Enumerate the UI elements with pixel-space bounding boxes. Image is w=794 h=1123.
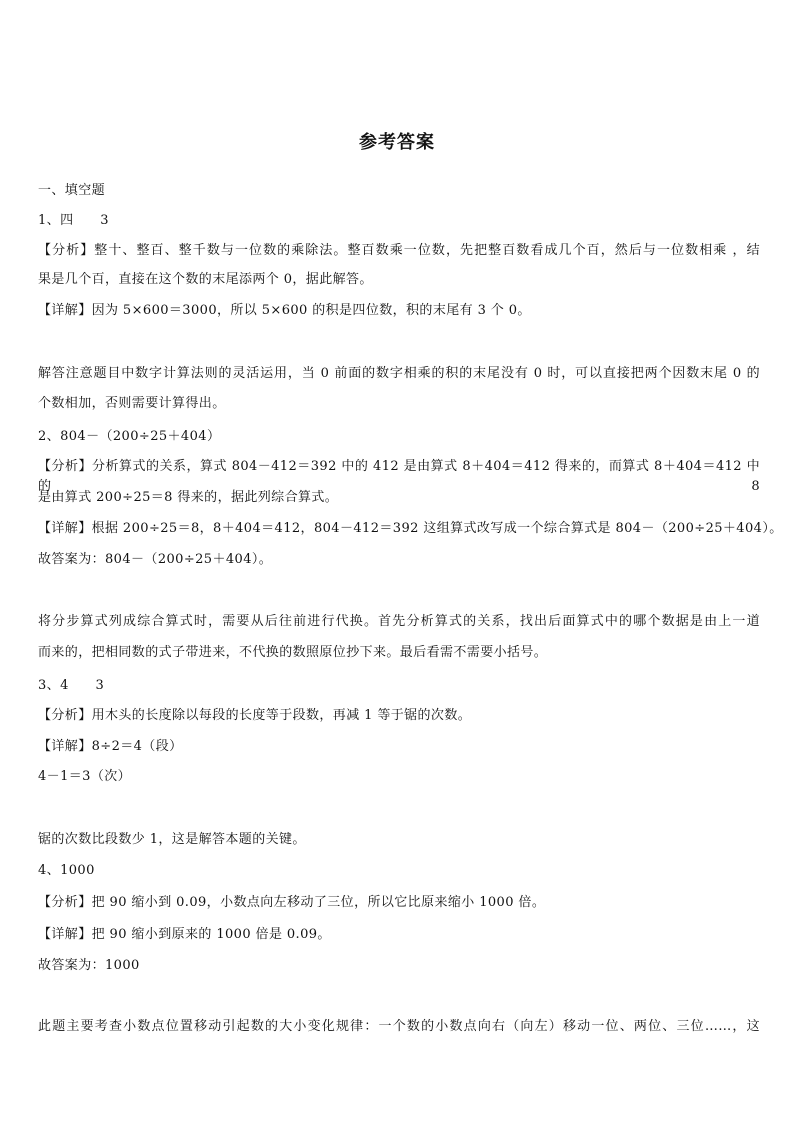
answer-2-analysis-line-1: 【分析】分析算式的关系，算式 804－412＝392 中的 412 是由算式 8＋404＝412 得来的，而算式 8＋404＝412 中的 8 — [38, 459, 760, 494]
answer-1-detail: 【详解】因为 5×600＝3000，所以 5×600 的积是四位数，积的末尾有 3 个 0。 — [38, 303, 531, 318]
answer-3-detail: 【详解】8÷2＝4（段） — [38, 739, 183, 754]
answer-1-note-line-1: 解答注意题目中数字计算法则的灵活运用，当 0 前面的数字相乘的积的末尾没有 0 时，可以直接把两个因数末尾 0 的 — [38, 366, 760, 381]
answer-4-heading: 4、1000 — [38, 863, 95, 878]
answer-3-heading: 3、4 3 — [38, 678, 105, 693]
answer-3-note: 锯的次数比段数少 1，这是解答本题的关键。 — [38, 832, 306, 847]
answer-1-analysis-line-1: 【分析】整十、整百、整千数与一位数的乘除法。整百数乘一位数，先把整百数看成几个百，然后与一位数相乘 ，结 — [38, 243, 760, 258]
answer-4-analysis: 【分析】把 90 缩小到 0.09，小数点向左移动了三位，所以它比原来缩小 1000 倍。 — [38, 895, 546, 910]
answer-2-analysis-line-2: 是由算式 200÷25＝8 得来的，据此列综合算式。 — [38, 490, 339, 505]
answer-3-detail-line-2: 4－1＝3（次） — [38, 769, 132, 784]
answer-4-note-line-1: 此题主要考查小数点位置移动引起数的大小变化规律：一个数的小数点向右（向左）移动一位、两位、三位……，这 — [38, 1019, 760, 1034]
answer-2-note-line-2: 而来的，把相同数的式子带进来，不代换的数照原位抄下来。最后看需不需要小括号。 — [38, 645, 548, 660]
answer-1-heading: 1、四 3 — [38, 213, 109, 228]
answer-1-analysis-line-2: 果是几个百，直接在这个数的末尾添两个 0，据此解答。 — [38, 272, 373, 287]
answer-2-note-line-1: 将分步算式列成综合算式时，需要从后往前进行代换。首先分析算式的关系，找出后面算式中的哪个数据是由上一道 — [38, 614, 760, 629]
page-title: 参考答案 — [359, 132, 435, 153]
answer-2-detail: 【详解】根据 200÷25＝8，8＋404＝412，804－412＝392 这组算式改写成一个综合算式是 804－（200÷25＋404）。 — [38, 521, 783, 536]
answer-3-analysis: 【分析】用木头的长度除以每段的长度等于段数，再减 1 等于锯的次数。 — [38, 708, 472, 723]
answer-2-result: 故答案为：804－（200÷25＋404）。 — [38, 552, 273, 567]
answer-2-heading: 2、804－（200÷25＋404） — [38, 429, 221, 444]
section-heading: 一、填空题 — [38, 183, 106, 198]
answer-1-note-line-2: 个数相加，否则需要计算得出。 — [38, 396, 226, 411]
answer-4-result: 故答案为：1000 — [38, 958, 140, 973]
answer-4-detail: 【详解】把 90 缩小到原来的 1000 倍是 0.09。 — [38, 927, 331, 942]
